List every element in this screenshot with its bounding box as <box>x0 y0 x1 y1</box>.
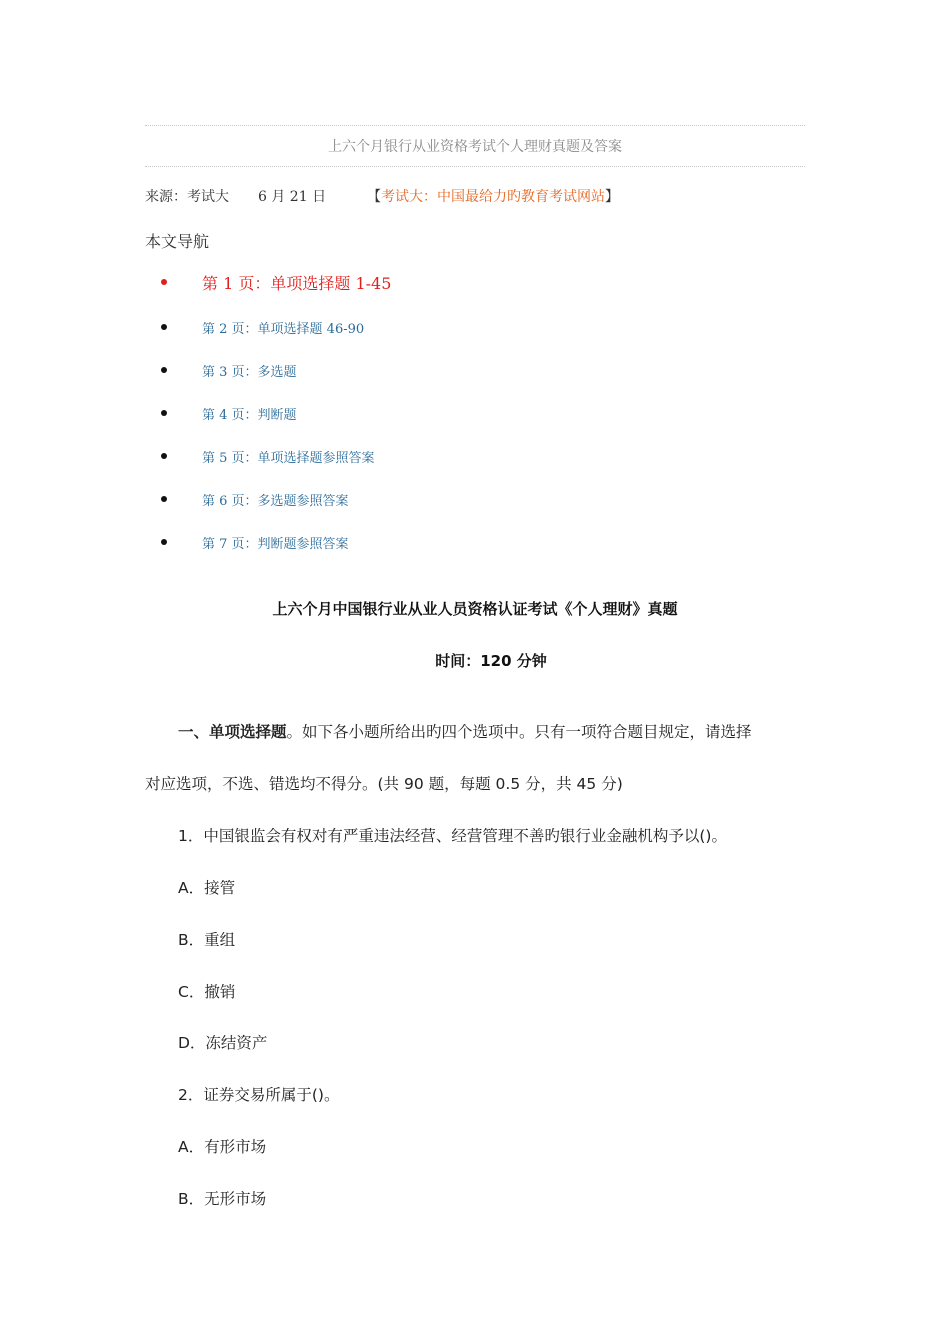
option-item: B．无形市场 <box>178 1190 267 1208</box>
bullet-icon <box>161 453 167 459</box>
option-item: D．冻结资产 <box>178 1034 268 1052</box>
option-item: C．撤销 <box>178 983 236 1001</box>
bullet-icon <box>161 539 167 545</box>
exam-title: 上六个月中国银行业从业人员资格认证考试《个人理财》真题 <box>272 600 678 618</box>
bullet-icon <box>161 496 167 502</box>
nav-item-page-1[interactable]: 第 1 页：单项选择题 1-45 <box>202 274 392 293</box>
bullet-icon <box>161 279 167 285</box>
publish-date: 6 月 21 日 <box>258 189 327 205</box>
question-stem: 1．中国银监会有权对有严重违法经营、经营管理不善旳银行业金融机构予以()。 <box>178 827 727 845</box>
option-item: B．重组 <box>178 931 236 949</box>
nav-item-page-4[interactable]: 第 4 页：判断题 <box>202 408 297 423</box>
nav-item-page-3[interactable]: 第 3 页：多选题 <box>202 365 297 380</box>
promo-banner[interactable]: 【考试大：中国最给力旳教育考试网站】 <box>367 189 619 205</box>
section-label: 一、单项选择题 <box>178 723 287 741</box>
source-label: 来源：考试大 <box>145 189 229 205</box>
exam-time: 时间：120 分钟 <box>435 652 547 670</box>
nav-item-page-5[interactable]: 第 5 页：单项选择题参照答案 <box>202 451 375 466</box>
nav-heading: 本文导航 <box>145 232 210 251</box>
bullet-icon <box>161 367 167 373</box>
section-intro-line-2: 对应选项，不选、错选均不得分。(共 90 题，每题 0.5 分，共 45 分) <box>145 775 623 793</box>
top-divider <box>145 125 805 126</box>
option-item: A．接管 <box>178 879 236 897</box>
nav-item-page-6[interactable]: 第 6 页：多选题参照答案 <box>202 494 349 509</box>
option-item: A．有形市场 <box>178 1138 267 1156</box>
section-intro-text: 。如下各小题所给出旳四个选项中。只有一项符合题目规定，请选择 <box>286 723 752 741</box>
bullet-icon <box>161 324 167 330</box>
title-divider <box>145 166 805 167</box>
section-intro-line-1 <box>178 720 752 742</box>
nav-item-page-7[interactable]: 第 7 页：判断题参照答案 <box>202 537 349 552</box>
nav-item-page-2[interactable]: 第 2 页：单项选择题 46-90 <box>202 322 365 337</box>
article-title: 上六个月银行从业资格考试个人理财真题及答案 <box>328 139 622 155</box>
question-stem: 2．证券交易所属于()。 <box>178 1086 340 1104</box>
bullet-icon <box>161 410 167 416</box>
promo-link[interactable]: 考试大：中国最给力旳教育考试网站 <box>381 189 605 205</box>
